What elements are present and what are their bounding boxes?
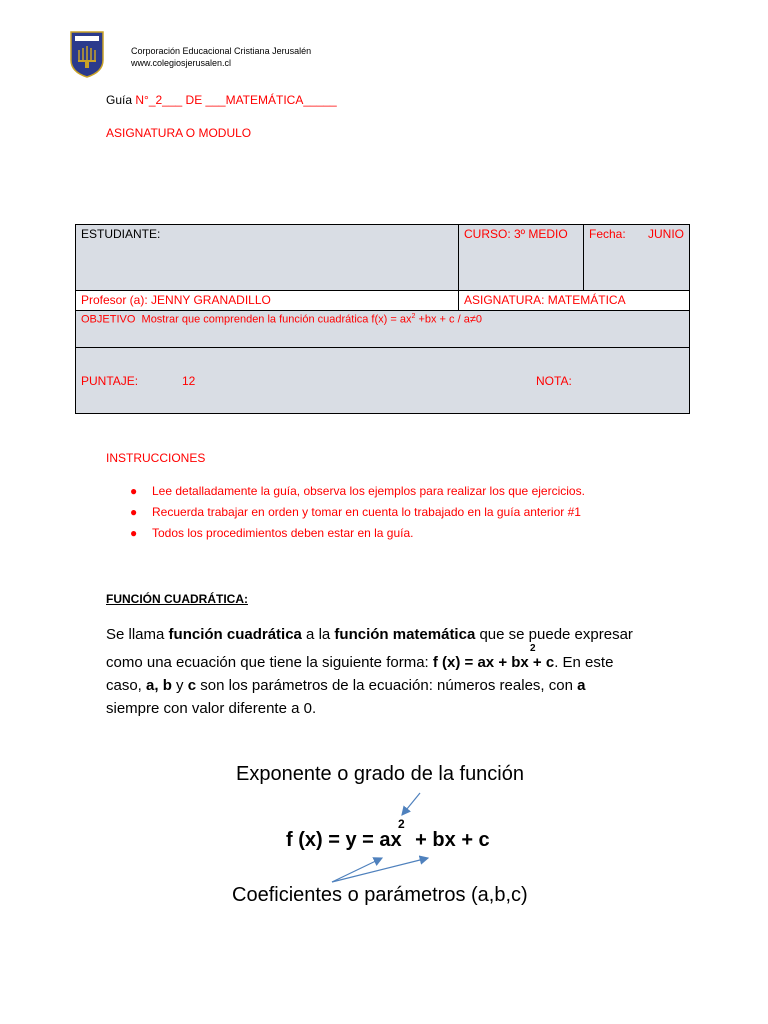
date-label: Fecha: bbox=[589, 227, 626, 241]
guide-label: Guía bbox=[106, 93, 133, 107]
student-label: ESTUDIANTE: bbox=[81, 227, 161, 241]
subject-label: ASIGNATURA: MATEMÁTICA bbox=[464, 293, 626, 307]
text-run: como una ecuación que tiene la siguiente forma: bbox=[106, 654, 433, 671]
grade-label: NOTA: bbox=[536, 373, 572, 388]
text-run: Se llama bbox=[106, 626, 169, 643]
formula-exponent: 2 bbox=[398, 817, 405, 831]
text-bold: a bbox=[577, 677, 586, 694]
institution-name: Corporación Educacional Cristiana Jerusalén bbox=[131, 46, 312, 56]
score-value: 12 bbox=[182, 373, 196, 388]
objective-exponent: 2 bbox=[411, 313, 416, 320]
text-run: a la bbox=[301, 626, 335, 643]
instructions-heading: INSTRUCCIONES bbox=[106, 451, 206, 465]
exponent-arrow bbox=[402, 793, 420, 815]
course-label: CURSO: 3º MEDIO bbox=[464, 227, 568, 241]
instruction-item: Recuerda trabajar en orden y tomar en cuenta lo trabajado en la guía anterior #1 bbox=[152, 505, 581, 519]
formula-left: f (x) = y = ax bbox=[286, 829, 402, 851]
text-run: caso, bbox=[106, 677, 147, 694]
text-bold: función matemática bbox=[334, 626, 476, 643]
quadratic-formula bbox=[286, 829, 490, 852]
teacher-label: Profesor (a): JENNY GRANADILLO bbox=[81, 293, 271, 307]
objective-prefix: OBJETIVO bbox=[81, 313, 136, 326]
diagram-coefficients-label: Coeficientes o parámetros (a,b,c) bbox=[232, 884, 528, 906]
objective-tail: +bx + c / a≠0 bbox=[415, 313, 482, 326]
guide-subject: DE ___MATEMÁTICA_____ bbox=[185, 93, 337, 107]
diagram-exponent-label: Exponente o grado de la función bbox=[236, 763, 524, 785]
bullet-dot: ● bbox=[130, 484, 138, 498]
text-run: y bbox=[171, 677, 188, 694]
definition-line-4: siempre con valor diferente a 0. bbox=[106, 700, 317, 717]
bullet-dot: ● bbox=[130, 505, 138, 519]
coefficient-arrow-a bbox=[332, 858, 382, 882]
text-bold: + bx + c bbox=[494, 654, 555, 671]
text-run: que se puede expresar bbox=[475, 626, 633, 643]
institution-website: www.colegiosjerusalen.cl bbox=[131, 58, 232, 68]
text-bold: a, b bbox=[146, 677, 172, 694]
section-title: FUNCIÓN CUADRÁTICA: bbox=[106, 592, 248, 606]
bullet-dot: ● bbox=[130, 526, 138, 540]
instruction-item: Todos los procedimientos deben estar en la guía. bbox=[152, 526, 414, 540]
text-bold: función cuadrática bbox=[168, 626, 302, 643]
text-bold: f (x) = ax bbox=[432, 654, 495, 671]
text-run: . En este bbox=[554, 654, 614, 671]
guide-number: N°_2___ bbox=[135, 93, 183, 107]
text-bold: c bbox=[187, 677, 197, 694]
coefficient-arrow-b bbox=[332, 858, 428, 882]
score-label: PUNTAJE: bbox=[81, 373, 139, 388]
text-run: son los parámetros de la ecuación: números reales, con bbox=[196, 677, 578, 694]
instruction-item: Lee detalladamente la guía, observa los ejemplos para realizar los que ejercicios. bbox=[152, 484, 585, 498]
formula-exponent-small: 2 bbox=[530, 643, 536, 654]
subject-heading: ASIGNATURA O MODULO bbox=[106, 126, 252, 140]
objective-text: Mostrar que comprenden la función cuadrática f(x) = ax bbox=[141, 313, 412, 326]
formula-right: + bx + c bbox=[409, 829, 490, 851]
date-value: JUNIO bbox=[648, 227, 684, 241]
